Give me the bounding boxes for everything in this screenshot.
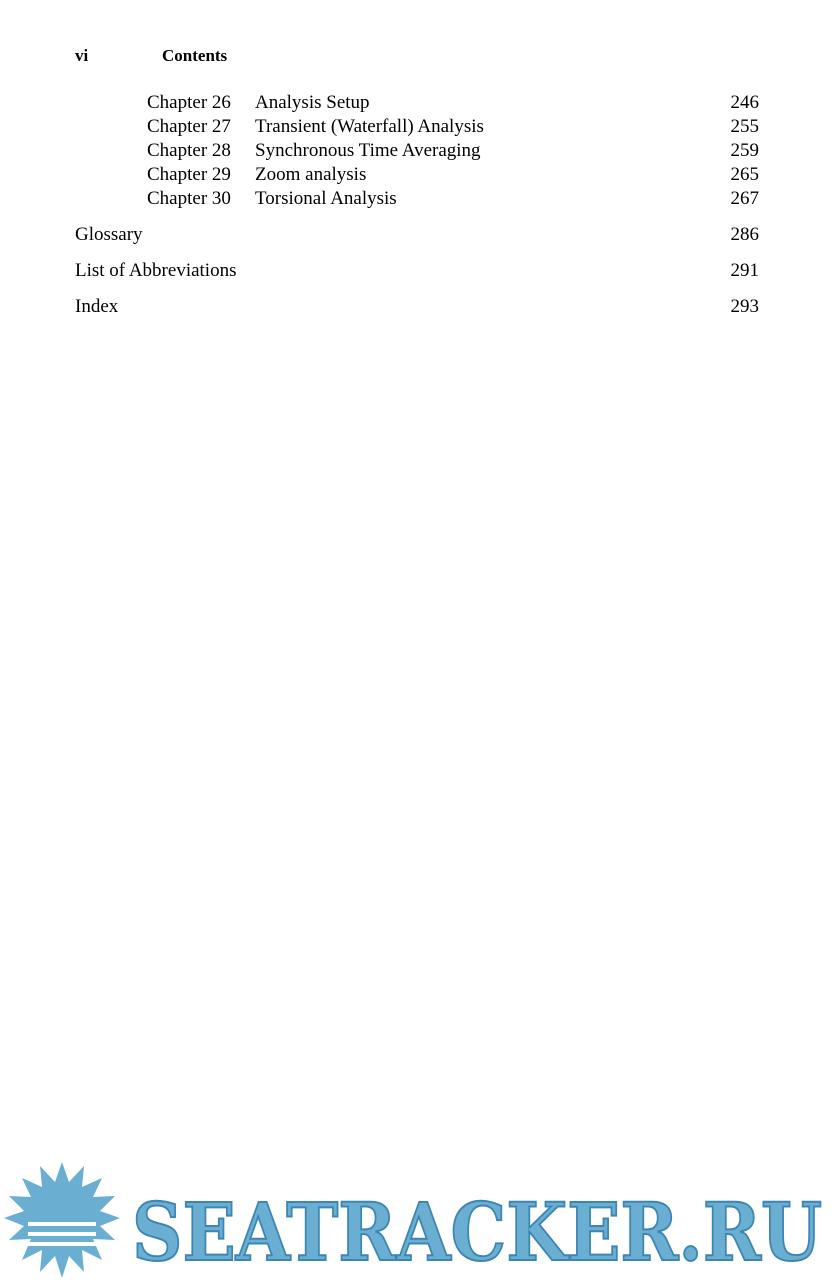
watermark [0, 1160, 836, 1286]
chapter-title: Transient (Waterfall) Analysis [255, 116, 484, 137]
toc-entry-chapter-26[interactable] [0, 91, 836, 115]
chapter-title: Torsional Analysis [255, 188, 397, 209]
chapter-title: Zoom analysis [255, 164, 367, 185]
chapter-number: Chapter 29 [147, 164, 231, 185]
toc-entry-index[interactable] [0, 295, 836, 319]
chapter-number: Chapter 28 [147, 140, 231, 161]
toc-entry-chapter-27[interactable] [0, 115, 836, 139]
toc-entry-chapter-30[interactable] [0, 187, 836, 211]
page-number: 286 [730, 224, 759, 245]
page-number: 267 [730, 188, 759, 209]
page-number: 259 [730, 140, 759, 161]
toc-entry-chapter-29[interactable] [0, 163, 836, 187]
page-number: 246 [730, 92, 759, 113]
toc-entry-glossary[interactable] [0, 223, 836, 247]
chapter-number: Chapter 26 [147, 92, 231, 113]
page-number: 255 [730, 116, 759, 137]
sun-icon [4, 1162, 120, 1278]
chapter-title: Synchronous Time Averaging [255, 140, 481, 161]
chapter-number: Chapter 27 [147, 116, 231, 137]
running-head-title: Contents [162, 46, 228, 65]
watermark-text: SEATRACKER.RU [132, 1185, 822, 1279]
entry-title: List of Abbreviations [75, 260, 237, 281]
page-number: 293 [730, 296, 759, 317]
chapter-title: Analysis Setup [255, 92, 370, 113]
entry-title: Index [75, 296, 119, 317]
toc-entry-abbreviations[interactable] [0, 259, 836, 283]
chapter-number: Chapter 30 [147, 188, 231, 209]
page-number: 265 [730, 164, 759, 185]
toc-entry-chapter-28[interactable] [0, 139, 836, 163]
page-number: 291 [730, 260, 759, 281]
page-folio: vi [75, 46, 89, 65]
entry-title: Glossary [75, 224, 143, 245]
